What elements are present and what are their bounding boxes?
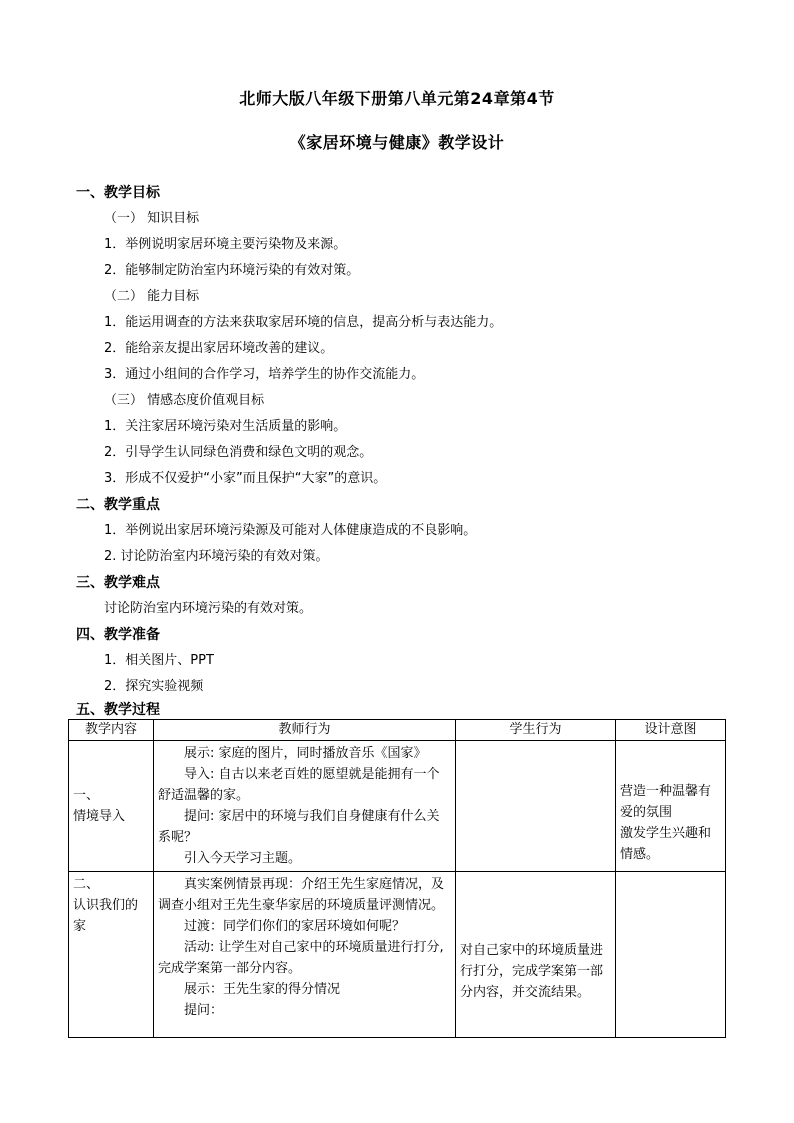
cell-text: 对自己家中的环境质量进行打分，完成学案第一部分内容，并交流结果。 [460,943,604,1000]
cell-text: 引入今天学习主题。 [184,851,302,866]
table-row [69,741,726,872]
list-item: 1．相关图片、PPT [104,653,214,668]
list-item: 1．关注家居环境污染对生活质量的影响。 [104,419,347,434]
cell-text: 过渡：同学们你们的家居环境如何呢？ [184,919,406,934]
subheading-knowledge: （一） 知识目标 [104,211,200,226]
cell-intent [616,872,726,1038]
column-header: 教师行为 [154,720,456,741]
cell-student [456,872,616,1038]
cell-text: 营造一种温馨有爱的氛围 [620,784,712,820]
list-item: 2．引导学生认同绿色消费和绿色文明的观念。 [104,445,373,460]
section-heading-key-points: 二、教学重点 [76,497,160,513]
list-item: 1．举例说明家居环境主要污染物及来源。 [104,237,347,252]
document-subtitle: 《家居环境与健康》教学设计 [289,133,505,152]
cell-text: 展示: 家庭的图片，同时播放音乐《国家》 [184,746,427,761]
section-heading-difficulties: 三、教学难点 [76,575,160,591]
section-heading-process: 五、教学过程 [76,702,160,718]
process-table [68,719,726,1038]
cell-teacher [154,872,456,1038]
list-item: 3．通过小组间的合作学习，培养学生的协作交流能力。 [104,367,425,382]
cell-text: 导入: 自古以来老百姓的愿望就是能拥有一个舒适温馨的家。 [158,767,440,803]
list-item: 1．举例说出家居环境污染源及可能对人体健康造成的不良影响。 [104,523,477,538]
cell-text: 认识我们的家 [73,898,139,934]
section-heading-preparation: 四、教学准备 [76,627,160,643]
table-header-row [69,720,726,741]
list-item: 2．能给亲友提出家居环境改善的建议。 [104,341,334,356]
cell-text: 活动: 让学生对自己家中的环境质量进行打分, 完成学案第一部分内容。 [158,940,444,976]
subheading-emotion: （三） 情感态度价值观目标 [104,393,265,408]
cell-teacher [154,741,456,872]
document-title: 北师大版八年级下册第八单元第24章第4节 [239,89,555,108]
list-item: 1．能运用调查的方法来获取家居环境的信息，提高分析与表达能力。 [104,315,503,330]
cell-text: 提问： [184,1003,224,1018]
cell-text: 二、 [73,877,100,892]
cell-content [69,872,154,1038]
list-item: 2. 讨论防治室内环境污染的有效对策。 [104,549,329,564]
subheading-ability: （二） 能力目标 [104,289,200,304]
cell-text: 真实案例情景再现：介绍王先生家庭情况，及调查小组对王先生豪华家居的环境质量评测情况。 [158,877,445,913]
column-header: 设计意图 [616,720,726,741]
cell-student [456,741,616,872]
cell-text: 提问: 家居中的环境与我们自身健康有什么关系呢？ [158,809,440,845]
list-item: 2．探究实验视频 [104,679,204,694]
section-heading-objectives: 一、教学目标 [76,185,160,201]
list-item: 2．能够制定防治室内环境污染的有效对策。 [104,263,360,278]
cell-text: 情境导入 [73,809,126,824]
list-item: 3．形成不仅爱护“小家”而且保护“大家”的意识。 [104,471,387,486]
cell-text: 展示：王先生家的得分情况 [184,982,341,997]
cell-text: 一、 [73,788,100,803]
cell-intent [616,741,726,872]
paragraph: 讨论防治室内环境污染的有效对策。 [104,601,313,616]
column-header: 教学内容 [69,720,154,741]
column-header: 学生行为 [456,720,616,741]
table-row [69,872,726,1038]
cell-text: 激发学生兴趣和情感。 [620,826,712,862]
cell-content [69,741,154,872]
